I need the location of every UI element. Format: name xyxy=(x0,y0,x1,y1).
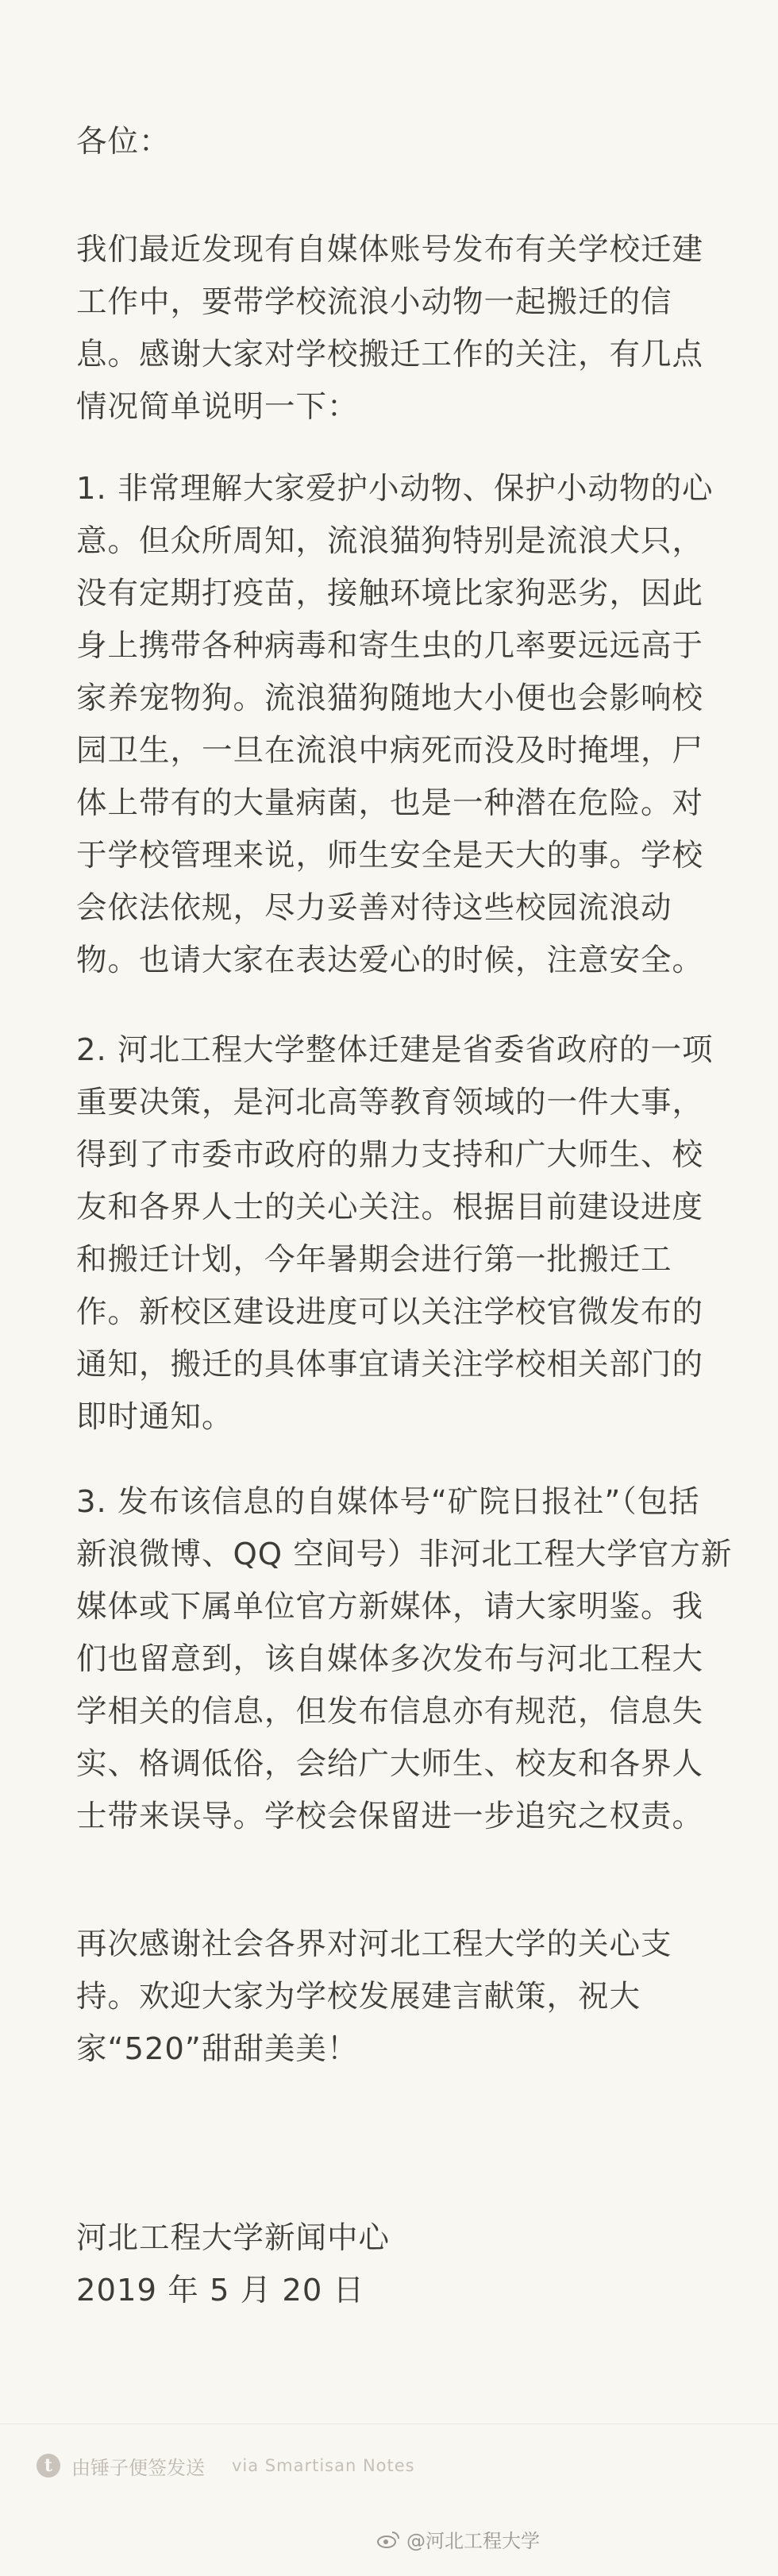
text-line: 身上携带各种病毒和寄生虫的几率要远远高于 xyxy=(76,628,704,664)
text-line: 通知，搬迁的具体事宜请关注学校相关部门的 xyxy=(76,1347,704,1382)
smartisan-logo-icon: t xyxy=(37,2454,60,2478)
point-1-paragraph xyxy=(76,463,714,987)
text-line: 再次感谢社会各界对河北工程大学的关心支 xyxy=(76,1926,672,1962)
signature-block xyxy=(76,2212,711,2317)
sent-via-label: 由锤子便签发送 xyxy=(71,2456,205,2479)
text-line: 园卫生，一旦在流浪中病死而没及时掩埋，尸 xyxy=(76,733,704,769)
via-app-label: via Smartisan Notes xyxy=(232,2456,415,2475)
text-line: 会依法依规，尽力妥善对待这些校园流浪动 xyxy=(76,890,672,926)
point-2-paragraph xyxy=(76,1024,714,1444)
text-line: 2. 河北工程大学整体迁建是省委省政府的一项 xyxy=(76,1032,714,1068)
text-line: 媒体或下属单位官方新媒体，请大家明鉴。我 xyxy=(76,1589,704,1625)
watermark-text: @河北工程大学 xyxy=(406,2530,540,2552)
text-line: 士带来误导。学校会保留进一步追究之权责。 xyxy=(76,1799,704,1834)
text-line: 新浪微博、QQ 空间号）非河北工程大学官方新 xyxy=(76,1537,733,1572)
text-line: 即时通知。 xyxy=(76,1399,233,1435)
text-line: 于学校管理来说，师生安全是天大的事。学校 xyxy=(76,838,704,873)
text-line: 持。欢迎大家为学校发展建言献策，祝大 xyxy=(76,1979,641,2015)
weibo-watermark xyxy=(376,2525,540,2553)
text-line: 意。但众所周知，流浪猫狗特别是流浪犬只， xyxy=(76,523,704,559)
text-line: 得到了市委市政府的鼎力支持和广大师生、校 xyxy=(76,1137,704,1173)
text-line: 物。也请大家在表达爱心的时候，注意安全。 xyxy=(76,943,704,978)
text-line: 情况简单说明一下： xyxy=(76,389,359,425)
text-line: 各位： xyxy=(76,124,171,160)
text-line: 友和各界人士的关心关注。根据目前建设进度 xyxy=(76,1190,704,1225)
text-line: 1. 非常理解大家爱护小动物、保护小动物的心 xyxy=(76,471,714,507)
weibo-logo-icon xyxy=(376,2530,400,2549)
text-line: 学相关的信息，但发布信息亦有规范，信息失 xyxy=(76,1694,704,1730)
text-line: 息。感谢大家对学校搬迁工作的关注，有几点 xyxy=(76,337,704,372)
point-3-paragraph xyxy=(76,1476,733,1843)
text-line: 和搬迁计划，今年暑期会进行第一批搬迁工 xyxy=(76,1242,672,1278)
text-line: 没有定期打疫苗，接触环境比家狗恶劣，因此 xyxy=(76,576,704,611)
note-footer xyxy=(37,2449,415,2482)
text-line: 3. 发布该信息的自媒体号“矿院日报社”（包括 xyxy=(76,1484,700,1520)
text-line: 家养宠物狗。流浪猫狗随地大小便也会影响校 xyxy=(76,681,704,716)
text-line: 们也留意到，该自媒体多次发布与河北工程大 xyxy=(76,1641,704,1677)
closing-paragraph xyxy=(76,1919,711,2076)
text-line: 家“520”甜甜美美！ xyxy=(76,2031,359,2067)
text-line: 河北工程大学新闻中心 xyxy=(76,2220,391,2256)
text-line: 我们最近发现有自媒体账号发布有关学校迁建 xyxy=(76,232,704,268)
text-line: 2019 年 5 月 20 日 xyxy=(76,2273,365,2308)
text-line: 工作中，要带学校流浪小动物一起搬迁的信 xyxy=(76,284,672,320)
text-line: 重要决策，是河北高等教育领域的一件大事， xyxy=(76,1085,704,1120)
text-line: 实、格调低俗，会给广大师生、校友和各界人 xyxy=(76,1746,704,1782)
text-line: 体上带有的大量病菌，也是一种潜在危险。对 xyxy=(76,785,704,821)
text-line: 作。新校区建设进度可以关注学校官微发布的 xyxy=(76,1294,704,1330)
intro-paragraph xyxy=(76,224,711,434)
salutation xyxy=(76,116,711,168)
